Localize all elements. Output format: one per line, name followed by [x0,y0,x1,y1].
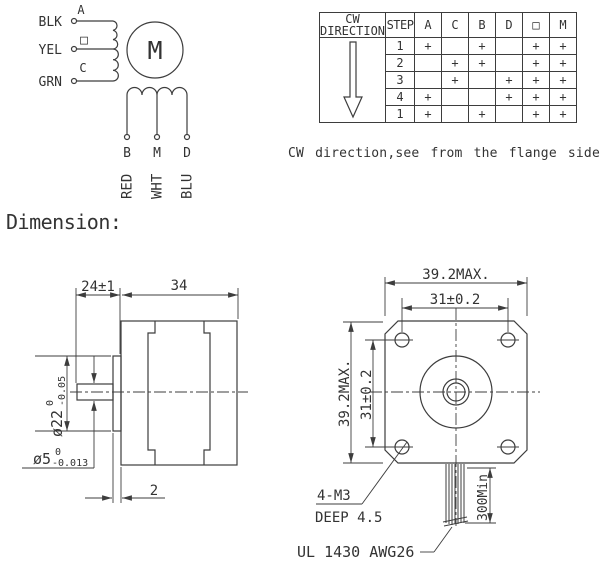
dim-hole-spacing-vertical: 31±0.2 [359,369,375,420]
step-number: 1 [386,38,415,55]
terminal-dot-d [185,135,190,140]
mark: + [415,89,442,106]
cw-direction-header [320,13,386,38]
mark: + [415,106,442,123]
step-number: 3 [386,72,415,89]
label-mounting-holes: 4-M3 [317,488,351,504]
lead-label-red: RED [119,173,136,199]
mark [415,72,442,89]
dim-hole-spacing-horizontal: 31±0.2 [429,292,481,308]
lead-label-yel: YEL [38,43,62,58]
motor-body-side [121,321,237,465]
dim-shaft-length: 24±1 [81,279,115,295]
terminal-label-a: A [77,3,85,17]
step-number: 1 [386,106,415,123]
side-view [22,278,248,503]
mark: + [550,55,577,72]
cw-direction-header-line2: DIRECTION [320,24,386,38]
body-inner-contour-right [204,321,210,465]
mark: + [523,89,550,106]
terminal-dot-c [72,79,77,84]
mark: + [523,55,550,72]
terminal-label-c: C [79,61,87,75]
mark [469,89,496,106]
cw-arrow-cell [320,38,386,123]
mark: + [550,38,577,55]
lead-wires-bundle [443,464,468,526]
step-number: 4 [386,89,415,106]
phase-header-a: A [415,13,442,38]
dim-pilot-depth: 2 [149,483,159,499]
dim-height-max: 39.2MAX. [337,359,353,427]
dim-shaft-diameter: ø5 [33,450,52,468]
terminal-label-d: D [183,146,191,161]
terminal-label-m: M [153,146,161,161]
terminal-dot-b [125,135,130,140]
pilot-boss [113,356,121,431]
cw-direction-header-line1: CW [345,12,360,26]
label-wire-spec: UL 1430 AWG26 [297,543,415,561]
mark: + [496,72,523,89]
step-header: STEP [386,13,415,38]
cw-down-arrow-icon [340,40,366,120]
dim-pilot-diameter-group [45,376,68,437]
terminal-dot-center-tap [72,47,77,52]
phase-header-m: M [550,13,577,38]
terminal-dot-m [155,135,160,140]
center-tap-square-icon: □ [80,33,88,48]
front-view [297,267,540,561]
dim-shaft-tol-lower: -0.013 [52,458,89,469]
side-view-dim-lines [22,288,238,503]
dim-shaft-tol-upper: 0 [55,447,62,458]
mark: + [523,38,550,55]
mark: + [442,55,469,72]
dimension-drawings [0,250,600,568]
mark: + [469,38,496,55]
side-view-outline [77,321,237,465]
phase-header-c: C [442,13,469,38]
mark [442,106,469,123]
winding-coil-horizontal [127,88,187,96]
motor-symbol-label: M [147,36,163,65]
mark [442,89,469,106]
dimension-heading: Dimension: [6,210,122,234]
mark [496,38,523,55]
phase-header-d: D [496,13,523,38]
dim-width-max: 39.2MAX. [422,267,490,283]
lead-label-blu: BLU [179,173,196,199]
step-table [319,12,577,123]
dim-pilot-tol-lower: -0.05 [57,375,68,406]
dim-lead-length-min: 300Min [476,474,491,521]
terminal-label-b: B [123,146,131,161]
mark: + [469,55,496,72]
wiring-lines [72,19,190,140]
wiring-diagram [0,0,300,210]
terminal-dot-a [72,19,77,24]
mark: + [415,38,442,55]
mark: + [523,72,550,89]
phase-header-b: B [469,13,496,38]
phase-header-center-tap: □ [523,13,550,38]
mark [496,106,523,123]
mark [469,72,496,89]
dim-pilot-diameter: ø22 [48,409,66,437]
dim-body-length: 34 [170,278,188,294]
lead-label-blk: BLK [38,15,62,30]
mark [442,38,469,55]
winding-coil-vertical [113,21,118,81]
mark: + [469,106,496,123]
dim-pilot-tol-upper: 0 [45,399,56,406]
mark: + [550,106,577,123]
mark [496,55,523,72]
lead-label-wht: WHT [149,173,166,199]
mark: + [523,106,550,123]
body-inner-contour-left [148,321,155,465]
step-number: 2 [386,55,415,72]
mark: + [550,89,577,106]
mark: + [496,89,523,106]
lead-label-grn: GRN [38,75,62,90]
mark [415,55,442,72]
mark: + [442,72,469,89]
cw-direction-note: CW direction,see from the flange side [288,146,600,161]
label-hole-depth: DEEP 4.5 [315,510,383,526]
mark: + [550,72,577,89]
